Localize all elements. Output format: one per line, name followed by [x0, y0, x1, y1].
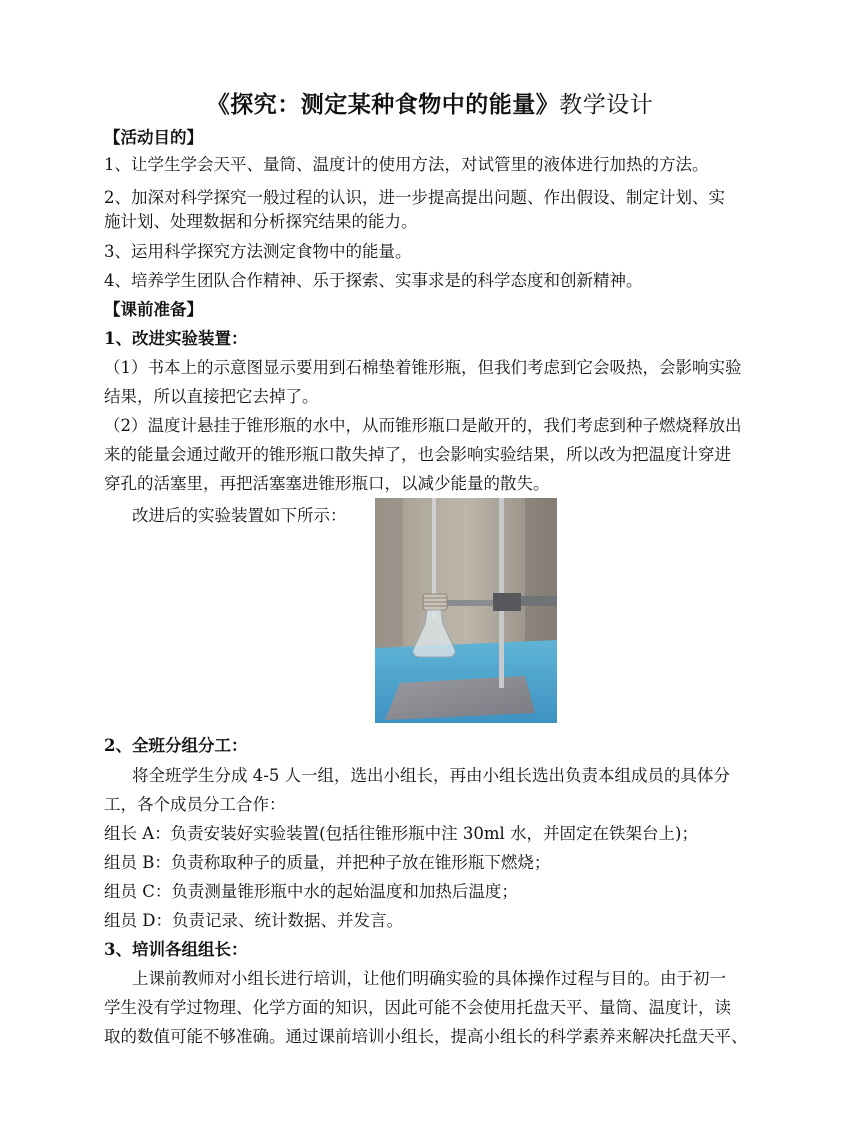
paragraph-line: 将全班学生分成 4-5 人一组，选出小组长，再由小组长选出负责本组成员的具体分: [132, 766, 731, 785]
title-main: 《探究：测定某种食物中的能量》: [206, 91, 560, 118]
goal-item: 1、让学生学会天平、量筒、温度计的使用方法，对试管里的液体进行加热的方法。: [104, 155, 709, 174]
section-heading-activity-goal: 【活动目的】: [104, 128, 203, 147]
subheading-improve-apparatus: 1、改进实验装置：: [104, 329, 248, 348]
paragraph-line: 上课前教师对小组长进行培训，让他们明确实验的具体操作过程与目的。由于初一: [132, 969, 726, 988]
section-heading-preparation: 【课前准备】: [104, 300, 203, 319]
title-suffix: 教学设计: [559, 92, 654, 118]
paragraph-line: 学生没有学过物理、化学方面的知识，因此可能不会使用托盘天平、量筒、温度计，读: [104, 998, 731, 1017]
role-line: 组员 D：负责记录、统计数据、并发言。: [104, 911, 403, 930]
paragraph-line: 穿孔的活塞里，再把活塞塞进锥形瓶口，以减少能量的散失。: [104, 474, 550, 493]
paragraph-line: 工，各个成员分工合作：: [104, 795, 286, 814]
paragraph-line: （1）书本上的示意图显示要用到石棉垫着锥形瓶，但我们考虑到它会吸热，会影响实验: [104, 358, 742, 377]
paragraph-line: 结果，所以直接把它去掉了。: [104, 387, 319, 406]
paragraph-line: 来的能量会通过敞开的锥形瓶口散失掉了，也会影响实验结果，所以改为把温度计穿进: [104, 445, 731, 464]
goal-item: 施计划、处理数据和分析探究结果的能力。: [104, 212, 418, 231]
goal-item: 4、培养学生团队合作精神、乐于探索、实事求是的科学态度和创新精神。: [104, 271, 643, 290]
document-title: [0, 90, 860, 120]
paragraph-line: 取的数值可能不够准确。通过课前培训小组长，提高小组长的科学素养来解决托盘天平、: [104, 1027, 748, 1046]
goal-item: 3、运用科学探究方法测定食物中的能量。: [104, 242, 412, 261]
paragraph-line: （2）温度计悬挂于锥形瓶的水中，从而锥形瓶口是敞开的，我们考虑到种子燃烧释放出: [104, 416, 742, 435]
subheading-grouping: 2、全班分组分工：: [104, 736, 248, 755]
role-line: 组长 A：负责安装好实验装置(包括往锥形瓶中注 30ml 水，并固定在铁架台上)；: [104, 824, 698, 843]
role-line: 组员 C：负责测量锥形瓶中水的起始温度和加热后温度；: [104, 882, 518, 901]
goal-item: 2、加深对科学探究一般过程的认识，进一步提高提出问题、作出假设、制定计划、实: [104, 188, 725, 207]
role-line: 组员 B：负责称取种子的质量，并把种子放在锥形瓶下燃烧；: [104, 853, 551, 872]
apparatus-photo: [375, 498, 557, 723]
subheading-train-leaders: 3、培训各组组长：: [104, 940, 248, 959]
photo-caption: 改进后的实验装置如下所示：: [132, 506, 347, 525]
